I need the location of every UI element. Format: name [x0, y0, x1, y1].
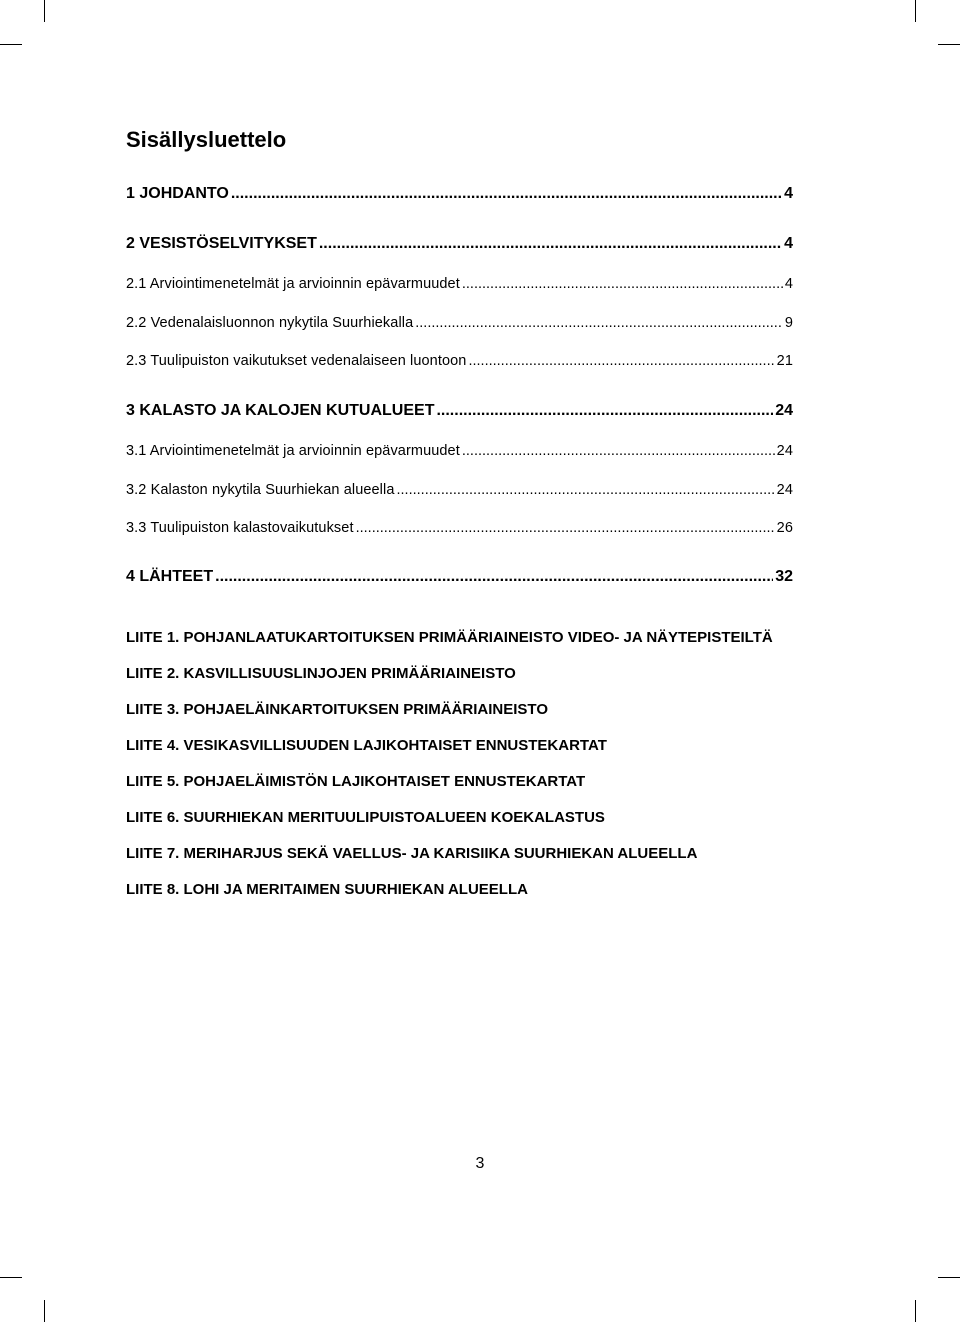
- toc-entry[interactable]: [126, 518, 793, 538]
- dot-leader: [397, 480, 775, 500]
- toc-entry[interactable]: [126, 401, 793, 421]
- toc-entry-page: 24: [775, 402, 793, 419]
- dot-leader: [231, 184, 782, 204]
- crop-mark: [915, 0, 916, 22]
- toc-entry-label: 2.3 Tuulipuiston vaikutukset vedenalaiseen luontoon: [126, 353, 467, 369]
- toc-entry[interactable]: [126, 441, 793, 461]
- page-number: 3: [475, 1155, 485, 1172]
- toc-entry[interactable]: [126, 184, 793, 204]
- toc-entry[interactable]: [126, 567, 793, 587]
- toc-entry-page: 26: [776, 520, 793, 536]
- appendix-item[interactable]: LIITE 6. SUURHIEKAN MERITUULIPUISTOALUEEN KOEKALASTUS: [126, 809, 605, 826]
- appendix-item[interactable]: LIITE 7. MERIHARJUS SEKÄ VAELLUS- JA KARISIIKA SUURHIEKAN ALUEELLA: [126, 845, 698, 862]
- appendix-item[interactable]: LIITE 5. POHJAELÄIMISTÖN LAJIKOHTAISET ENNUSTEKARTAT: [126, 773, 586, 790]
- toc-entry-page: 9: [784, 315, 793, 331]
- toc-entry-page: 4: [784, 185, 793, 202]
- toc-entry[interactable]: [126, 351, 793, 371]
- appendix-item[interactable]: LIITE 2. KASVILLISUUSLINJOJEN PRIMÄÄRIAINEISTO: [126, 665, 516, 682]
- appendix-item[interactable]: LIITE 3. POHJAELÄINKARTOITUKSEN PRIMÄÄRIAINEISTO: [126, 701, 548, 718]
- dot-leader: [215, 567, 773, 587]
- toc-entry-page: 24: [776, 443, 793, 459]
- toc-entry-label: 1 JOHDANTO: [126, 185, 229, 202]
- crop-mark: [44, 0, 45, 22]
- page-title: Sisällysluettelo: [126, 127, 287, 152]
- toc-entry-page: 32: [775, 568, 793, 585]
- toc-entry-page: 24: [776, 482, 793, 498]
- dot-leader: [356, 518, 775, 538]
- crop-mark: [0, 1277, 22, 1278]
- toc-entry-page: 4: [784, 235, 793, 252]
- crop-mark: [938, 1277, 960, 1278]
- toc-entry-label: 3.1 Arviointimenetelmät ja arvioinnin epävarmuudet: [126, 443, 460, 459]
- toc-entry[interactable]: [126, 480, 793, 500]
- dot-leader: [415, 313, 783, 333]
- dot-leader: [462, 441, 775, 461]
- toc-entry-label: 3.3 Tuulipuiston kalastovaikutukset: [126, 520, 354, 536]
- dot-leader: [468, 351, 774, 371]
- toc-entry-label: 2.1 Arviointimenetelmät ja arvioinnin epävarmuudet: [126, 276, 460, 292]
- toc-entry[interactable]: [126, 234, 793, 254]
- toc-entry-label: 2.2 Vedenalaisluonnon nykytila Suurhiekalla: [126, 315, 414, 331]
- toc-entry[interactable]: [126, 274, 793, 294]
- toc-entry-label: 3.2 Kalaston nykytila Suurhiekan alueella: [126, 482, 395, 498]
- toc-entry-page: 4: [784, 276, 793, 292]
- crop-mark: [44, 1300, 45, 1322]
- crop-mark: [938, 44, 960, 45]
- crop-mark: [915, 1300, 916, 1322]
- toc-entry[interactable]: [126, 313, 793, 333]
- toc-entry-label: 3 KALASTO JA KALOJEN KUTUALUEET: [126, 402, 435, 419]
- appendix-item[interactable]: LIITE 1. POHJANLAATUKARTOITUKSEN PRIMÄÄRIAINEISTO VIDEO- JA NÄYTEPISTEILTÄ: [126, 629, 773, 646]
- toc-entry-label: 2 VESISTÖSELVITYKSET: [126, 235, 317, 252]
- appendix-item[interactable]: LIITE 4. VESIKASVILLISUUDEN LAJIKOHTAISET ENNUSTEKARTAT: [126, 737, 607, 754]
- dot-leader: [462, 274, 783, 294]
- dot-leader: [319, 234, 782, 254]
- crop-mark: [0, 44, 22, 45]
- toc-entry-page: 21: [776, 353, 793, 369]
- toc-entry-label: 4 LÄHTEET: [126, 568, 214, 585]
- appendix-item[interactable]: LIITE 8. LOHI JA MERITAIMEN SUURHIEKAN ALUEELLA: [126, 881, 528, 898]
- dot-leader: [436, 401, 773, 421]
